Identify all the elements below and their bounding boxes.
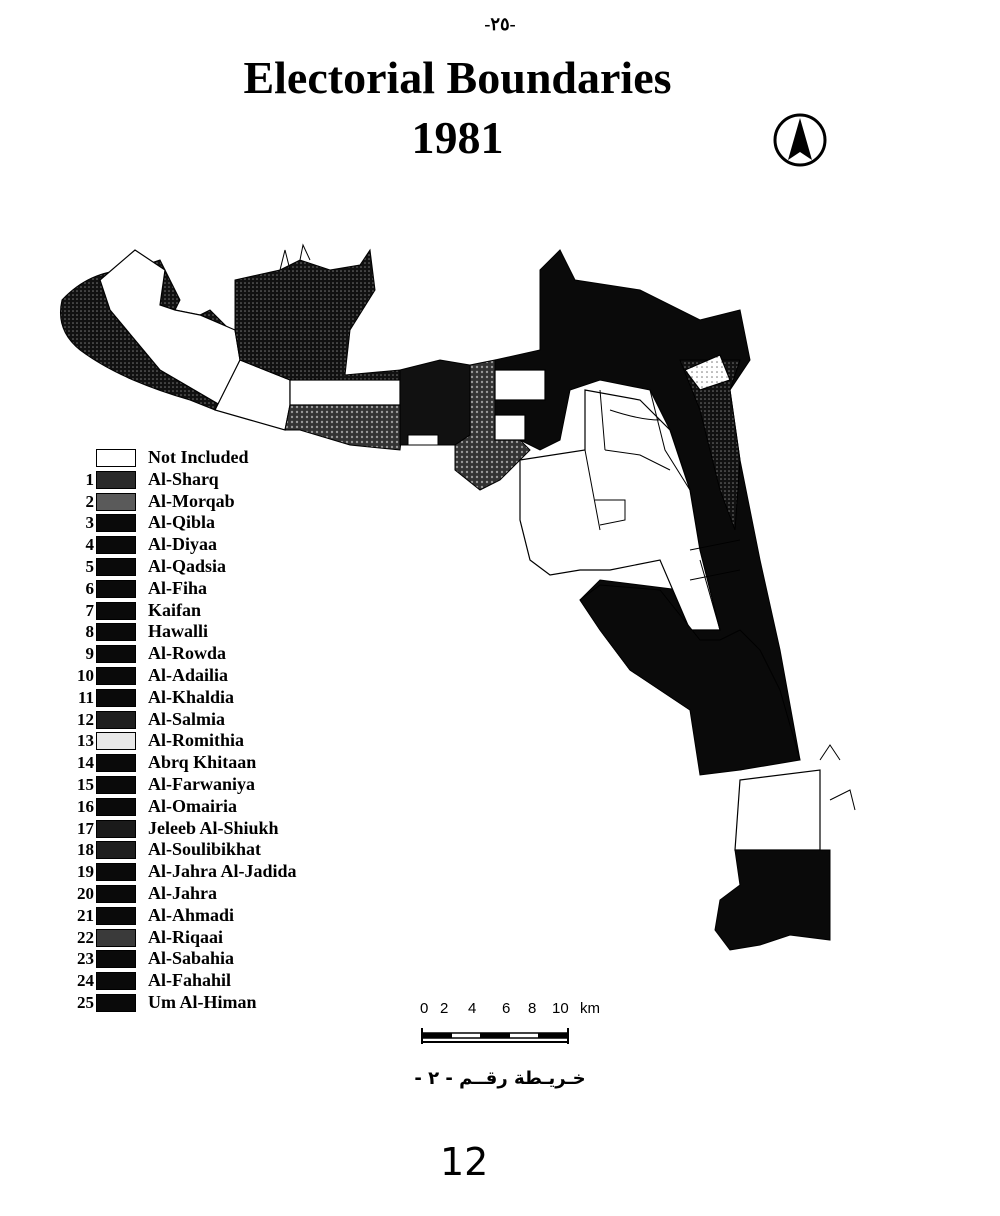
legend-number: 22 xyxy=(77,927,94,947)
legend-swatch xyxy=(96,580,136,598)
legend-row xyxy=(64,992,364,1014)
legend-row xyxy=(64,948,364,970)
legend-number: 9 xyxy=(85,644,94,664)
legend-row xyxy=(64,621,364,643)
legend-swatch xyxy=(96,776,136,794)
legend-swatch xyxy=(96,972,136,990)
legend-swatch xyxy=(96,994,136,1012)
legend-number: 25 xyxy=(77,992,94,1012)
legend-swatch xyxy=(96,514,136,532)
legend-swatch xyxy=(96,493,136,511)
region-not-included-5 xyxy=(495,370,545,400)
legend-row xyxy=(64,730,364,752)
legend-swatch xyxy=(96,754,136,772)
legend-number: 18 xyxy=(77,840,94,860)
scale-unit: km xyxy=(580,1000,600,1017)
legend-swatch xyxy=(96,689,136,707)
map-legend xyxy=(64,447,364,1014)
scale-label: 8 xyxy=(528,1000,537,1017)
legend-number: 16 xyxy=(77,796,94,816)
legend-label: Al-Soulibikhat xyxy=(148,839,262,860)
region-not-included-6 xyxy=(495,415,525,440)
legend-row xyxy=(64,927,364,949)
legend-row xyxy=(64,861,364,883)
legend-swatch xyxy=(96,667,136,685)
legend-label: Al-Riqaai xyxy=(148,926,224,947)
legend-row xyxy=(64,491,364,513)
legend-row xyxy=(64,839,364,861)
legend-items xyxy=(64,469,364,1014)
scale-label: 2 xyxy=(440,1000,449,1017)
legend-row xyxy=(64,905,364,927)
legend-swatch xyxy=(96,536,136,554)
legend-swatch xyxy=(96,711,136,729)
legend-label: Al-Sabahia xyxy=(148,948,235,969)
legend-swatch xyxy=(96,558,136,576)
legend-label: Al-Omairia xyxy=(148,795,237,816)
legend-swatch xyxy=(96,907,136,925)
legend-number: 1 xyxy=(85,469,94,489)
legend-number: 3 xyxy=(85,513,94,533)
region-um-al-himan xyxy=(715,850,830,950)
region-al-qibla xyxy=(400,360,470,445)
legend-number: 17 xyxy=(77,818,94,838)
legend-number: 11 xyxy=(77,687,94,707)
legend-row xyxy=(64,600,364,622)
legend-number: 12 xyxy=(77,709,94,729)
legend-label: Jeleeb Al-Shiukh xyxy=(148,817,279,838)
legend-swatch xyxy=(96,623,136,641)
legend-label: Al-Diyaa xyxy=(148,534,217,555)
legend-row xyxy=(64,512,364,534)
legend-row xyxy=(64,970,364,992)
legend-swatch xyxy=(96,885,136,903)
legend-row xyxy=(64,709,364,731)
title-line-2: 1981 xyxy=(411,111,504,163)
map-caption-arabic: خـريـطة رقــم - ٢ - xyxy=(414,1068,586,1089)
legend-number: 14 xyxy=(77,753,94,773)
handwritten-page-number: 12 xyxy=(440,1140,489,1184)
legend-swatch xyxy=(96,471,136,489)
legend-row-not-included xyxy=(64,447,364,469)
legend-swatch xyxy=(96,732,136,750)
legend-number: 8 xyxy=(85,622,94,642)
scale-label: 10 xyxy=(552,1000,569,1017)
legend-row xyxy=(64,556,364,578)
legend-swatch xyxy=(96,798,136,816)
legend-label: Al-Jahra Al-Jadida xyxy=(148,861,297,882)
legend-label: Al-Qibla xyxy=(148,512,216,533)
legend-label: Al-Romithia xyxy=(148,730,244,751)
legend-label: Al-Fiha xyxy=(148,577,208,598)
legend-label-not-included: Not Included xyxy=(148,447,249,467)
legend-swatch xyxy=(96,820,136,838)
legend-row xyxy=(64,643,364,665)
legend-label: Al-Fahahil xyxy=(148,970,232,991)
legend-number: 23 xyxy=(77,949,94,969)
scale-label: 0 xyxy=(420,1000,429,1017)
region-not-included-4 xyxy=(408,435,438,445)
legend-swatch xyxy=(96,841,136,859)
legend-swatch xyxy=(96,645,136,663)
legend-label: Al-Salmia xyxy=(148,708,226,729)
legend-label: Um Al-Himan xyxy=(148,991,257,1012)
legend-row xyxy=(64,774,364,796)
region-al-jahra xyxy=(235,250,405,380)
legend-number: 10 xyxy=(77,665,94,685)
legend-label: Abrq Khitaan xyxy=(148,752,257,773)
legend-row xyxy=(64,752,364,774)
legend-number: 15 xyxy=(77,774,94,794)
legend-swatch-not-included xyxy=(96,449,136,467)
legend-label: Al-Farwaniya xyxy=(148,773,255,794)
title-line-1: Electorial Boundaries xyxy=(243,52,672,103)
legend-number: 20 xyxy=(77,883,94,903)
legend-label: Hawalli xyxy=(148,621,209,642)
legend-row xyxy=(64,883,364,905)
scale-label: 4 xyxy=(468,1000,477,1017)
legend-label: Al-Adailia xyxy=(148,664,229,685)
legend-number: 21 xyxy=(77,905,94,925)
region-not-included-3 xyxy=(290,380,400,405)
legend-row xyxy=(64,665,364,687)
legend-label: Al-Sharq xyxy=(148,468,219,489)
legend-number: 13 xyxy=(77,731,94,751)
legend-number: 7 xyxy=(85,600,94,620)
legend-label: Al-Khaldia xyxy=(148,686,235,707)
legend-label: Al-Ahmadi xyxy=(148,904,235,925)
legend-row xyxy=(64,578,364,600)
legend-number: 6 xyxy=(85,578,94,598)
legend-swatch xyxy=(96,863,136,881)
legend-row xyxy=(64,796,364,818)
legend-number: 5 xyxy=(85,556,94,576)
page-number-top: -٢٥- xyxy=(484,14,516,34)
legend-swatch xyxy=(96,602,136,620)
legend-row xyxy=(64,469,364,491)
legend-number: 19 xyxy=(77,862,94,882)
legend-number: 4 xyxy=(85,535,94,555)
legend-label: Al-Morqab xyxy=(148,490,235,511)
legend-row xyxy=(64,534,364,556)
legend-number: 24 xyxy=(77,971,94,991)
north-arrow-icon xyxy=(772,112,828,168)
legend-label: Al-Qadsia xyxy=(148,555,227,576)
scale-bar-graphic xyxy=(420,1022,600,1046)
scale-bar xyxy=(420,1000,620,1050)
legend-swatch xyxy=(96,929,136,947)
legend-row xyxy=(64,687,364,709)
scale-label: 6 xyxy=(502,1000,511,1017)
legend-label: Kaifan xyxy=(148,599,202,620)
legend-number: 2 xyxy=(85,491,94,511)
legend-label: Al-Jahra xyxy=(148,882,217,903)
legend-label: Al-Rowda xyxy=(148,643,227,664)
legend-swatch xyxy=(96,950,136,968)
region-not-included-8 xyxy=(735,770,820,850)
legend-row xyxy=(64,818,364,840)
